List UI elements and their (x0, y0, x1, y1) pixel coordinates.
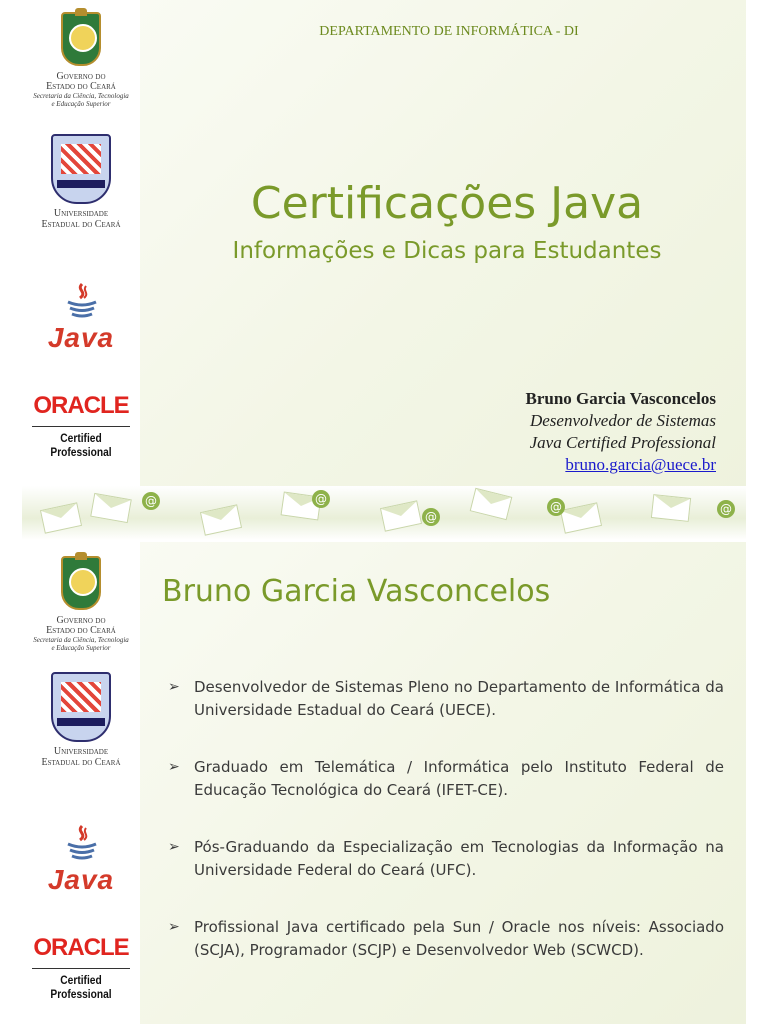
department-header: DEPARTAMENTO DE INFORMÁTICA - DI (319, 24, 579, 39)
author-name: Bruno Garcia Vasconcelos (525, 389, 716, 408)
at-sign-icon: @ (717, 500, 735, 518)
arrow-bullet-icon: ➢ (168, 919, 180, 935)
gov-line2: Estado do Ceará (46, 81, 116, 92)
uni-line1: Universidade (53, 208, 109, 219)
ceara-government-logo (22, 12, 140, 108)
java-logo (22, 804, 140, 896)
gov-line3: Secretaria da Ciência, Tecnologia (33, 636, 129, 644)
arrow-bullet-icon: ➢ (168, 839, 180, 855)
list-item (168, 756, 724, 802)
gov-line4: e Educação Superior (51, 644, 111, 652)
government-text (22, 72, 140, 108)
logo-sidebar (22, 542, 140, 1024)
title-slide (22, 0, 746, 540)
arrow-bullet-icon: ➢ (168, 679, 180, 695)
uece-shield-icon (51, 134, 111, 204)
author-role-1: Desenvolvedor de Sistemas (529, 411, 716, 430)
gov-line3: Secretaria da Ciência, Tecnologia (33, 92, 129, 100)
envelope-icon (651, 494, 691, 522)
bullet-text: Graduado em Telemática / Informática pelo Instituto Federal de Educação Tecnológica do Ceará (IFET-CE). (194, 758, 724, 799)
university-text (22, 746, 140, 768)
oracle-wordmark: ORACLE (33, 934, 129, 961)
arrow-bullet-icon: ➢ (168, 759, 180, 775)
envelope-icon (380, 500, 422, 531)
envelope-decoration (22, 486, 746, 540)
logo-sidebar (22, 0, 140, 540)
list-item (168, 916, 724, 962)
envelope-icon (470, 488, 513, 520)
list-item (168, 676, 724, 722)
ceara-crest-icon (61, 556, 101, 610)
slide-title: Bruno Garcia Vasconcelos (162, 574, 551, 609)
at-sign-icon: @ (312, 490, 330, 508)
presentation-subtitle: Informações e Dicas para Estudantes (232, 238, 662, 264)
uece-logo (22, 672, 140, 768)
envelope-icon (90, 493, 132, 523)
ceara-government-logo (22, 556, 140, 652)
list-item (168, 836, 724, 882)
envelope-icon (200, 504, 242, 535)
uece-logo (22, 134, 140, 230)
envelope-icon (40, 502, 82, 533)
java-wordmark: Java (47, 864, 115, 895)
bullet-text: Desenvolvedor de Sistemas Pleno no Departamento de Informática da Universidade Estadual do Ceará (UECE). (194, 678, 724, 719)
oracle-certified-logo (22, 392, 140, 459)
at-sign-icon: @ (547, 498, 565, 516)
at-sign-icon: @ (142, 492, 160, 510)
author-email-link[interactable]: bruno.garcia@uece.br (565, 455, 716, 474)
bullet-text: Pós-Graduando da Especialização em Tecnologias da Informação na Universidade Federal do Ceará (UFC). (194, 838, 724, 879)
ceara-crest-icon (61, 12, 101, 66)
uni-line1: Universidade (53, 746, 109, 757)
gov-line1: Governo do (56, 71, 106, 82)
oracle-divider (32, 426, 130, 427)
bullet-text: Profissional Java certificado pela Sun / Oracle nos níveis: Associado (SCJA), Programador (SCJP) e Desenvolvedor Web (SCWCD). (194, 918, 724, 959)
oracle-certified-logo (22, 934, 140, 1001)
author-role-2: Java Certified Professional (529, 433, 716, 452)
about-author-slide (22, 542, 746, 1024)
java-cup-icon (64, 282, 100, 320)
uni-line2: Estadual do Ceará (41, 219, 121, 230)
bio-bullet-list (168, 676, 724, 996)
java-wordmark: Java (47, 322, 115, 353)
gov-line1: Governo do (56, 615, 106, 626)
java-cup-icon (64, 824, 100, 862)
java-logo (22, 262, 140, 354)
at-sign-icon: @ (422, 508, 440, 526)
oracle-divider (32, 968, 130, 969)
certified-professional-label: Certified Professional (50, 973, 112, 1001)
government-text (22, 616, 140, 652)
uni-line2: Estadual do Ceará (41, 757, 121, 768)
certified-professional-label: Certified Professional (50, 431, 112, 459)
uece-shield-icon (51, 672, 111, 742)
envelope-icon (560, 502, 602, 533)
oracle-wordmark: ORACLE (33, 392, 129, 419)
author-block (526, 388, 716, 476)
gov-line2: Estado do Ceará (46, 625, 116, 636)
university-text (22, 208, 140, 230)
gov-line4: e Educação Superior (51, 100, 111, 108)
presentation-title: Certificações Java (250, 178, 644, 229)
